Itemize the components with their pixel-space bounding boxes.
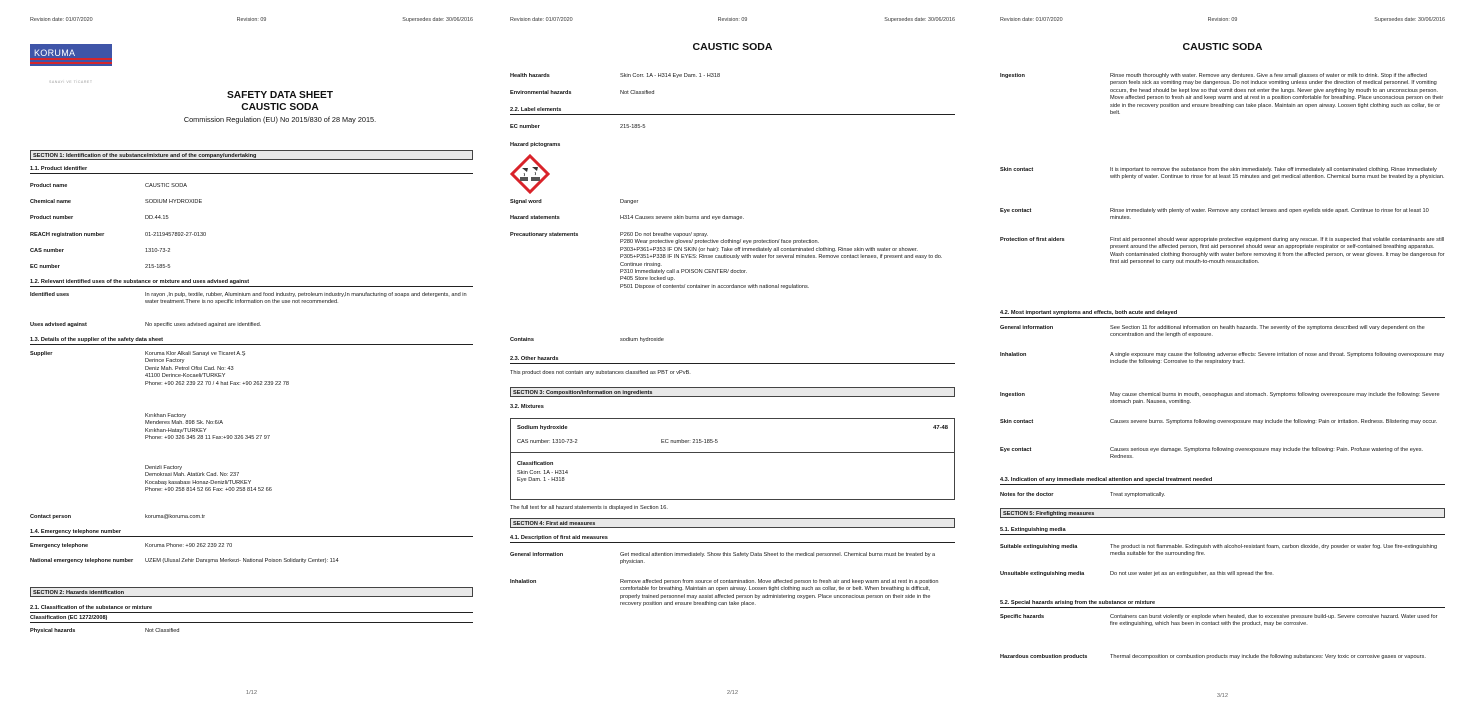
contact-person-label: Contact person [30, 514, 72, 520]
sds-page-3 [1000, 0, 1445, 720]
subsection-2-3: 2.3. Other hazards [510, 355, 955, 364]
skin-contact-symptoms-value: Causes severe burns. Symptoms following overexposure may include the following: Pain or irritation. Redness. Blistering may occur. [1110, 419, 1438, 425]
revision-date: Revision date: 01/07/2020 [510, 17, 573, 23]
notes-for-doctor-label: Notes for the doctor [1000, 492, 1054, 498]
supplier-derince: Koruma Klor Alkali Sanayi ve Ticaret A.Ş Derince Factory Deniz Mah. Petrol Ofisi Cad. No: 43 41100 Derince-Kocaeli/TURKEY Phone: +90 262 239 22 70 / 4 hat Fax: +90 262 239 22 78 [145, 351, 290, 387]
signal-word-label: Signal word [510, 199, 542, 205]
skin-contact-label: Skin contact [1000, 167, 1034, 173]
section-3-header: SECTION 3: Composition/information on ingredients [510, 387, 955, 397]
cas-value: 1310-73-2 [145, 248, 171, 254]
contains-value: sodium hydroxide [620, 337, 664, 343]
identified-uses-label: Identified uses [30, 292, 70, 298]
hazard-statements-value: H314 Causes severe skin burns and eye damage. [620, 215, 745, 221]
general-information-label: General information [1000, 325, 1054, 331]
chemical-name-label: Chemical name [30, 199, 72, 205]
classification-label: Classification [517, 461, 554, 467]
classification-heading: Classification (EC 1272/2008) [30, 614, 473, 623]
subsection-3-2: 3.2. Mixtures [510, 404, 544, 410]
uses-against-value: No specific uses advised against are identified. [145, 322, 262, 328]
sds-title [170, 90, 390, 114]
environmental-hazards-value: Not Classified [620, 90, 655, 96]
contact-person-value: koruma@koruma.com.tr [145, 514, 206, 520]
product-number-value: DD.44.15 [145, 215, 169, 221]
sds-title-line-2: CAUSTIC SODA [241, 102, 319, 113]
supplier-denizli: Denizli Factory Demokrasi Mah. Atatürk Cad. No: 237 Kocabaş kasabası Honaz-Denizli/TURKEY Phone: +90 258 814 52 66 Fax: +00 258 814 52 66 [145, 465, 272, 494]
eye-contact-symptoms-label: Eye contact [1000, 447, 1032, 453]
logo-stripe [30, 62, 112, 64]
physical-hazards-label: Physical hazards [30, 628, 76, 634]
notes-for-doctor-value: Treat symptomatically. [1110, 492, 1166, 498]
supplier-kirikhan: Kırıkhan Factory Menderes Mah. 898 Sk. No:6/A Kırıkhan-Hatay/TURKEY Phone: +90 326 345 28 11 Fax:+90 326 345 27 97 [145, 413, 270, 442]
classification-values: Skin Corr. 1A - H314 Eye Dam. 1 - H318 [517, 470, 568, 484]
unsuitable-media-value: Do not use water jet as an extinguisher, as this will spread the fire. [1110, 571, 1274, 577]
regulation-text: Commission Regulation (EU) No 2015/830 of 28 May 2015. [183, 115, 377, 124]
sds-title-line-1: SAFETY DATA SHEET [226, 90, 334, 101]
ec-number-value: 215-185-5 [620, 124, 646, 130]
other-hazards-text: This product does not contain any substances classified as PBT or vPvB. [510, 370, 691, 376]
inhalation-value: Remove affected person from source of contamination. Move affected person to fresh air and keep warm and at rest in a position comfortable for breathing. Maintain an open airway. Loosen tight clothing such as collar, tie or belt. When breathing is difficult, properly trained personnel may assist affected person by administering oxygen. Place unconscious person on their side in the recovery position and ensure breathing can take place. [620, 579, 939, 608]
general-information-value: See Section 11 for additional information on health hazards. The severity of the symptoms described will vary dependent on the concentration and the length of exposure. [1110, 325, 1425, 339]
logo-text: KORUMA [34, 48, 76, 58]
sds-page-1 [30, 0, 473, 720]
revision-date: Revision date: 01/07/2020 [1000, 17, 1063, 23]
revision-number: Revision: 09 [717, 17, 748, 23]
corrosion-pictogram-icon [510, 154, 550, 194]
page-number: 1/12 [245, 690, 258, 696]
section-2-header: SECTION 2: Hazards identification [30, 587, 473, 597]
reach-label: REACH registration number [30, 232, 105, 238]
ingestion-symptoms-value: May cause chemical burns in mouth, oesophagus and stomach. Symptoms following overexposure may include the following: Severe stomach pain. Nausea, vomiting. [1110, 392, 1440, 406]
subsection-1-3: 1.3. Details of the supplier of the safety data sheet [30, 336, 473, 345]
subsection-1-1: 1.1. Product identifier [30, 165, 473, 174]
full-text-note: The full text for all hazard statements is displayed in Section 16. [510, 505, 668, 511]
supplier-label: Supplier [30, 351, 53, 357]
subsection-1-4: 1.4. Emergency telephone number [30, 528, 473, 537]
emergency-phone-value: Koruma Phone: +90 262 239 22 70 [145, 543, 233, 549]
combustion-products-value: Thermal decomposition or combustion products may include the following substances: Very toxic or corrosive gases or vapours. [1110, 654, 1426, 660]
subsection-2-1: 2.1. Classification of the substance or mixture [30, 604, 473, 613]
subsection-2-2: 2.2. Label elements [510, 106, 955, 115]
mixture-percentage: 47-48 [933, 425, 948, 431]
inhalation-value: A single exposure may cause the following adverse effects: Severe irritation of nose and throat. Symptoms following overexposure may include the following: Corrosive to the respiratory tract. [1110, 352, 1445, 366]
general-information-label: General information [510, 552, 564, 558]
ingestion-value: Rinse mouth thoroughly with water. Remove any dentures. Give a few small glasses of water or milk to drink. Stop if the affected person feels sick as vomiting may be dangerous. Do not induce vomiting unless under the direction of medical personnel. If vomiting occurs, the head should be kept low so that vomit does not enter the lungs. Never give anything by mouth to an unconscious person. Move affected person to fresh air and keep warm and at rest in a position comfortable for breathing. Place unconscious person on their side in the recovery position and ensure breathing can take place. Maintain an open airway. Loosen tight clothing such as collar, tie or belt. [1110, 73, 1444, 117]
physical-hazards-value: Not Classified [145, 628, 180, 634]
subsection-4-2: 4.2. Most important symptoms and effects, both acute and delayed [1000, 309, 1445, 318]
logo-subtext: SANAYİ VE TİCARET [49, 80, 93, 84]
hazard-pictograms-label: Hazard pictograms [510, 142, 561, 148]
subsection-5-2: 5.2. Special hazards arising from the substance or mixture [1000, 599, 1445, 608]
hazard-statements-label: Hazard statements [510, 215, 560, 221]
mixture-table [510, 418, 955, 500]
health-hazards-value: Skin Corr. 1A - H314 Eye Dam. 1 - H318 [620, 73, 721, 79]
inhalation-label: Inhalation [510, 579, 537, 585]
page-number: 3/12 [1216, 693, 1229, 699]
logo-stripe [30, 58, 112, 60]
product-name-label: Product name [30, 183, 68, 189]
ec-label: EC number [30, 264, 60, 270]
precautionary-statements-value: P260 Do not breathe vapour/ spray. P280 Wear protective gloves/ protective clothing/ eye protection/ face protection. P303+P361+P353 IF ON SKIN (or hair): Take off immediately all contaminated clothing. Rinse skin with water or shower. P305+P351+P338 IF IN EYES: Rinse cautiously with water for several minutes. Remove contact lenses, if present and easy to do. Continue rinsing. P310 Immediately call a POISON CENTER/ doctor. P405 Store locked up. P501 Dispose of contents/ container in accordance with national regulations. [620, 232, 943, 290]
reach-value: 01-2119457892-27-0130 [145, 232, 207, 238]
eye-contact-value: Rinse immediately with plenty of water. Remove any contact lenses and open eyelids wide apart. Continue to rinse for at least 10 minutes. [1110, 208, 1429, 222]
uses-against-label: Uses advised against [30, 322, 87, 328]
supersedes-date: Supersedes date: 30/06/2016 [1374, 17, 1445, 23]
eye-contact-symptoms-value: Causes serious eye damage. Symptoms following overexposure may include the following: Pain. Profuse watering of the eyes. Redness. [1110, 447, 1424, 461]
emergency-phone-label: Emergency telephone [30, 543, 89, 549]
suitable-media-value: The product is not flammable. Extinguish with alcohol-resistant foam, carbon dioxide, dry powder or water fog. Use fire-extinguishing media suitable for the surrounding fire. [1110, 544, 1438, 558]
ingestion-label: Ingestion [1000, 73, 1025, 79]
unsuitable-media-label: Unsuitable extinguishing media [1000, 571, 1085, 577]
national-emergency-value: UZEM (Ulusal Zehir Danışma Merkezi- National Poison Solidarity Center): 114 [145, 558, 339, 564]
suitable-media-label: Suitable extinguishing media [1000, 544, 1078, 550]
subsection-4-1: 4.1. Description of first aid measures [510, 534, 955, 543]
identified-uses-value: In rayon ,In pulp, textile, rubber, Aluminium and food industry, petroleum industry,In manufacturing of soaps and detergents, and in water treatment.There is no specific information on the use not recommended. [145, 292, 467, 306]
environmental-hazards-label: Environmental hazards [510, 90, 572, 96]
ec-value: 215-185-5 [145, 264, 171, 270]
mixture-ec: EC number: 215-185-5 [661, 439, 718, 445]
protection-first-aiders-value: First aid personnel should wear appropriate protective equipment during any rescue. If it is suspected that volatile contaminants are still present around the affected person, first aid personnel should wear an appropriate respirator or self-contained breathing apparatus. Wash contaminated clothing thoroughly with water before removing it from the affected person, or wear gloves. It may be dangerous for first aid personnel to carry out mouth-to-mouth resuscitation. [1110, 237, 1445, 266]
mixture-divider [511, 452, 954, 453]
protection-first-aiders-label: Protection of first aiders [1000, 237, 1065, 243]
page-number: 2/12 [726, 690, 739, 696]
section-1-header: SECTION 1: Identification of the substance/mixture and of the company/undertaking [30, 150, 473, 160]
eye-contact-label: Eye contact [1000, 208, 1032, 214]
subsection-1-2: 1.2. Relevant identified uses of the substance or mixture and uses advised against [30, 278, 473, 287]
document-title: CAUSTIC SODA [1182, 41, 1263, 53]
document-title: CAUSTIC SODA [692, 41, 773, 53]
signal-word-value: Danger [620, 199, 639, 205]
combustion-products-label: Hazardous combustion products [1000, 654, 1088, 660]
section-5-header: SECTION 5: Firefighting measures [1000, 508, 1445, 518]
ec-number-label: EC number [510, 124, 540, 130]
chemical-name-value: SODIUM HYDROXIDE [145, 199, 203, 205]
health-hazards-label: Health hazards [510, 73, 550, 79]
mixture-name: Sodium hydroxide [517, 425, 568, 431]
cas-label: CAS number [30, 248, 64, 254]
product-name-value: CAUSTIC SODA [145, 183, 187, 189]
revision-date: Revision date: 01/07/2020 [30, 17, 93, 23]
skin-contact-value: It is important to remove the substance from the skin immediately. Take off immediately all contaminated clothing. Rinse immediately with plenty of water. Continue to rinse for at least 15 minutes and get medical attention. Chemical burns must be treated by a physician. [1110, 167, 1445, 181]
section-4-header: SECTION 4: First aid measures [510, 518, 955, 528]
koruma-logo [30, 44, 112, 66]
precautionary-statements-label: Precautionary statements [510, 232, 579, 238]
subsection-5-1: 5.1. Extinguishing media [1000, 526, 1445, 535]
revision-number: Revision: 09 [1207, 17, 1238, 23]
specific-hazards-value: Containers can burst violently or explode when heated, due to excessive pressure build-up. Severe corrosive hazard. Water used for fire extinguishing, which has been in contact with the product, may be corrosive. [1110, 614, 1438, 628]
supersedes-date: Supersedes date: 30/06/2016 [884, 17, 955, 23]
mixture-cas: CAS number: 1310-73-2 [517, 439, 578, 445]
subsection-4-3: 4.3. Indication of any immediate medical attention and special treatment needed [1000, 476, 1445, 485]
product-number-label: Product number [30, 215, 74, 221]
inhalation-label: Inhalation [1000, 352, 1027, 358]
specific-hazards-label: Specific hazards [1000, 614, 1045, 620]
skin-contact-symptoms-label: Skin contact [1000, 419, 1034, 425]
contains-label: Contains [510, 337, 534, 343]
national-emergency-label: National emergency telephone number [30, 558, 134, 564]
general-information-value: Get medical attention immediately. Show this Safety Data Sheet to the medical personnel. Chemical burns must be treated by a physician. [620, 552, 936, 566]
ingestion-symptoms-label: Ingestion [1000, 392, 1025, 398]
sds-page-2 [510, 0, 955, 720]
revision-number: Revision: 09 [236, 17, 267, 23]
supersedes-date: Supersedes date: 30/06/2016 [402, 17, 473, 23]
